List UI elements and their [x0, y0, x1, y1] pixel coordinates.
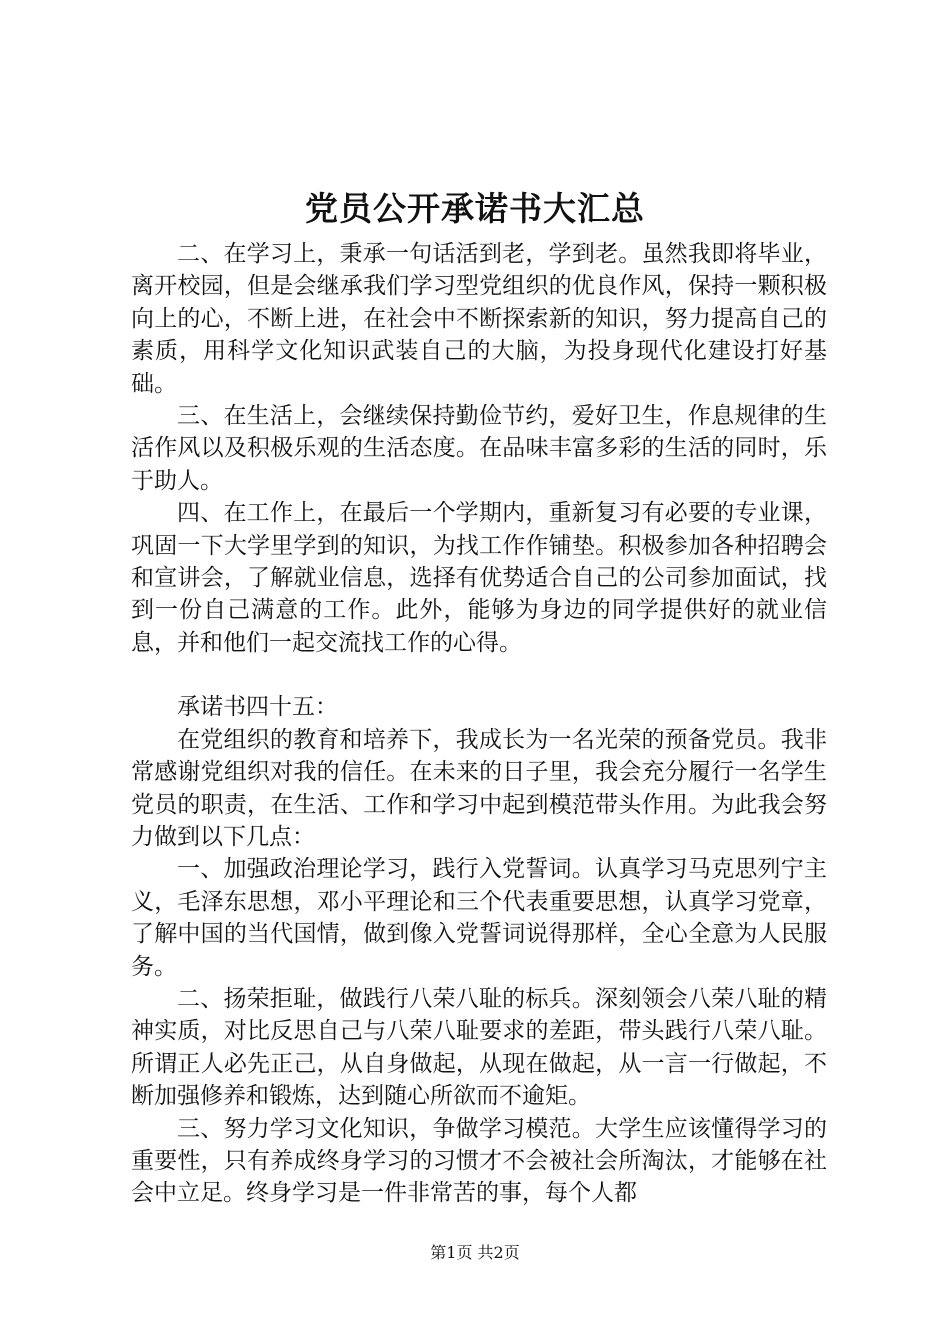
paragraph-life: 三、在生活上，会继续保持勤俭节约，爱好卫生，作息规律的生活作风以及积极乐观的生活态度。在品味丰富多彩的生活的同时，乐于助人。: [131, 403, 827, 494]
paragraph-point-1: 一、加强政治理论学习，践行入党誓词。认真学习马克思列宁主义，毛泽东思想，邓小平理论和三个代表重要思想，认真学习党章，了解中国的当代国情，做到像入党誓词说得那样，全心全意为人民服务。: [131, 856, 827, 980]
paragraph-point-2: 二、扬荣拒耻，做践行八荣八耻的标兵。深刻领会八荣八耻的精神实质，对比反思自己与八荣八耻要求的差距，带头践行八荣八耻。所谓正人必先正己，从自身做起，从现在做起，从一言一行做起，不断加强修养和锻炼，达到随心所欲而不逾矩。: [131, 985, 827, 1110]
paragraph-point-3: 三、努力学习文化知识，争做学习模范。大学生应该懂得学习的重要性，只有养成终身学习的习惯才不会被社会所淘汰，才能够在社会中立足。终身学习是一件非常苦的事，每个人都: [131, 1115, 827, 1207]
section-heading: 承诺书四十五：: [177, 694, 338, 721]
document-title: 党员公开承诺书大汇总: [305, 189, 645, 228]
paragraph-study: 二、在学习上，秉承一句话活到老，学到老。虽然我即将毕业，离开校园，但是会继承我们学习型党组织的优良作风，保持一颗积极向上的心，不断上进，在社会中不断探索新的知识，努力提高自己的素质，用科学文化知识武装自己的大脑，为投身现代化建设打好基础。: [131, 241, 827, 397]
paragraph-intro: 在党组织的教育和培养下，我成长为一名光荣的预备党员。我非常感谢党组织对我的信任。在未来的日子里，我会充分履行一名学生党员的职责，在生活、工作和学习中起到模范带头作用。为此我会努力做到以下几点：: [131, 726, 827, 850]
paragraph-work: 四、在工作上，在最后一个学期内，重新复习有必要的专业课，巩固一下大学里学到的知识，为找工作作铺垫。积极参加各种招聘会和宣讲会，了解就业信息，选择有优势适合自己的公司参加面试，找到一份自己满意的工作。此外，能够为身边的同学提供好的就业信息，并和他们一起交流找工作的心得。: [131, 500, 827, 656]
page-footer: 第1页 共2页: [430, 1243, 520, 1262]
document-body: [131, 238, 827, 1210]
